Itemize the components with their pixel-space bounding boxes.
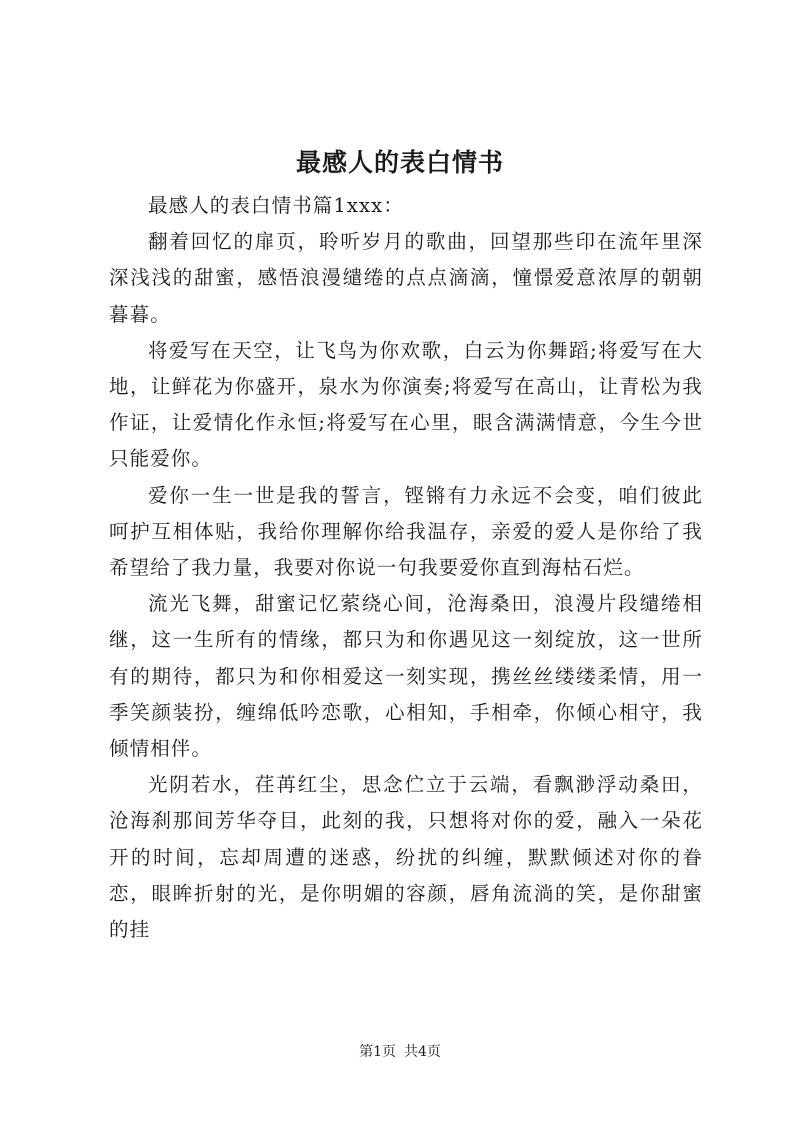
page-number: 第1页 xyxy=(359,1044,396,1060)
page-footer xyxy=(0,1042,800,1062)
page-total: 共4页 xyxy=(404,1044,441,1060)
section-heading: 最感人的表白情书篇1xxx： xyxy=(148,194,404,217)
document-title: 最感人的表白情书 xyxy=(295,148,504,177)
paragraph-2: 将爱写在天空，让飞鸟为你欢歌，白云为你舞蹈;将爱写在大地，让鲜花为你盛开，泉水为你演奏;将爱写在高山，让青松为我作证，让爱情化作永恒;将爱写在心里，眼含满满情意，今生今世只能爱你。 xyxy=(109,338,703,471)
paragraph-3: 爱你一生一世是我的誓言，铿锵有力永远不会变，咱们彼此呵护互相体贴，我给你理解你给我温存，亲爱的爱人是你给了我希望给了我力量，我要对你说一句我要爱你直到海枯石烂。 xyxy=(109,483,703,580)
paragraph-1: 翻着回忆的扉页，聆听岁月的歌曲，回望那些印在流年里深深浅浅的甜蜜，感悟浪漫缱绻的点点滴滴，憧憬爱意浓厚的朝朝暮暮。 xyxy=(109,230,703,326)
paragraph-5: 光阴若水，荏苒红尘，思念伫立于云端，看飘渺浮动桑田，沧海刹那间芳华夺目，此刻的我，只想将对你的爱，融入一朵花开的时间，忘却周遭的迷惑，纷扰的纠缠，默默倾述对你的眷恋，眼眸折射的光，是你明媚的容颜，唇角流淌的笑，是你甜蜜的挂 xyxy=(109,773,703,942)
document-body xyxy=(109,188,703,948)
paragraph-4: 流光飞舞，甜蜜记忆萦绕心间，沧海桑田，浪漫片段缱绻相继，这一生所有的情缘，都只为和你遇见这一刻绽放，这一世所有的期待，都只为和你相爱这一刻实现，携丝丝缕缕柔情，用一季笑颜装扮，缠绵低吟恋歌，心相知，手相牵，你倾心相守，我倾情相伴。 xyxy=(109,592,703,761)
